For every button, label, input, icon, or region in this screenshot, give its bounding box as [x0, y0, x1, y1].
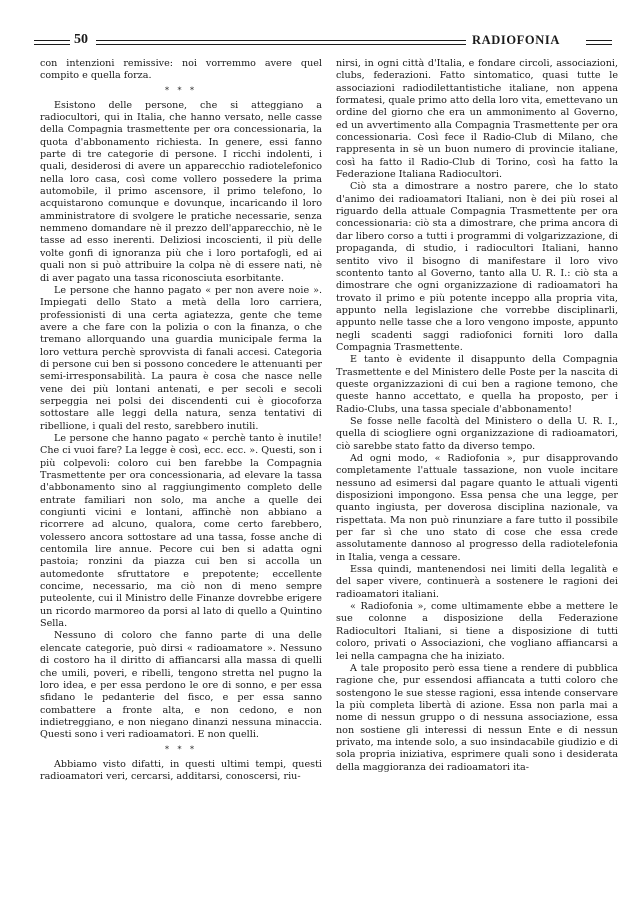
- right-column: [336, 58, 618, 896]
- paragraph: E tanto è evidente il disappunto della Compagnia Trasmettente e del Ministero delle Poste per la nascita di queste organizzazioni di cui ben a ragione temono, che queste hanno accettato, e quella ha proposto, per i Radio-Clubs, una tassa speciale d'abbonamento!: [336, 354, 618, 415]
- section-separator: * * *: [164, 85, 198, 95]
- paragraph: Nessuno di coloro che fanno parte di una delle elencate categorie, può dirsi « radioamatore ». Nessuno di costoro ha il diritto di affiancarsi alla massa di quelli che umili, poveri, e ribelli, tengono stretta nel pugno la loro idea, e per essa perdono le ore di sonno, e per essa sfidano le pedanterie del fisco, e per essa sanno combattere a fronte alta, e non cedono, e non indietreggiano, e non niegano dinanzi nessuna minaccia. Questi sono i veri radioamatori. E non quelli.: [40, 630, 322, 741]
- paragraph: nirsi, in ogni città d'Italia, e fondare circoli, associazioni, clubs, federazioni. Fatto sintomatico, quasi tutte le associazioni radiodilettantistiche italiane, non appena formatesi, quale primo atto della loro vita, emettevano un ordine del giorno che era un ammonimento al Governo, ed un avvertimento alla Compagnia Trasmettente per ora concessionaria. Così fece il Radio-Club di Milano, che rappresenta in sè un buon numero di provincie italiane, così ha fatto il Radio-Club di Torino, così ha fatto la Federazione Italiana Radiocultori.: [336, 58, 618, 181]
- paragraph: Ad ogni modo, « Radiofonia », pur disapprovando completamente l'attuale tassazione, non vuole incitare nessuno ad esimersi dal pagare quanto le attuali vigenti disposizioni impongono. Essa pensa che una legge, per quanto ingiusta, per doverosa disciplina nazionale, va rispettata. Ma non può rinunziare a fare tutto il possibile per far sì che uno stato di cose che essa crede assolutamente dannoso al progresso della radiotelefonia in Italia, venga a cessare.: [336, 453, 618, 563]
- paragraph: Abbiamo visto difatti, in questi ultimi tempi, questi radioamatori veri, cercarsi, additarsi, conoscersi, riu-: [40, 758, 322, 782]
- section-separator: * * *: [164, 744, 198, 754]
- paragraph: « Radiofonia », come ultimamente ebbe a mettere le sue colonne a disposizione della Federazione Radiocultori Italiani, si tiene a disposizione di tutti coloro, privati o Associazioni, che vogliano affiancarsi a lei nella campagna che ha iniziato.: [336, 601, 618, 662]
- header-rule-right: [586, 40, 612, 45]
- paragraph: Esistono delle persone, che si atteggiano a radiocultori, qui in Italia, che hanno versato, nelle casse della Compagnia trasmettente per ora concessionaria, la quota d'abbonamento richiesta. In genere, essi fanno parte di tre categorie di persone. I ricchi indolenti, i quali, desiderosi di avere un apparecchio radiotelefonico nella loro casa, così come vollero possedere la prima automobile, il primo ascensore, il primo telefono, lo acquistarono comunque e dovunque, incaricando il loro amministratore di svolgere le pratiche necessarie, senza nemmeno domandare nè il prezzo dell'apparecchio, nè le tasse ad esso inerenti. Deliziosi incoscienti, il più delle volte gonfi di ignoranza più che i loro portafogli, ed ai quali non si può attribuire la colpa nè di essere nati, nè di aver pagato una tassa riconosciuta esorbitante.: [40, 99, 322, 284]
- paragraph: Ciò sta a dimostrare a nostro parere, che lo stato d'animo dei radioamatori Italiani, non è dei più rosei al riguardo della attuale Compagnia Trasmettente per ora concessionaria: ciò sta a dimostrare, che prima ancora di dar libero corso a tutti i programmi di volgarizzazione, di propaganda, di studio, i radiocultori Italiani, hanno sentito vivo il bisogno di manifestare il loro vivo scontento tanto al Governo, tanto alla U. R. I.: ciò sta a dimostrare che ogni organizzazione di radioamatori ha trovato il primo e più potente inceppo alla propria vita, appunto nella legislazione che vorrebbe disciplinarli, appunto nelle tasse che a loro vengono imposte, appunto negli scadenti saggi radiofonici forniti loro dalla Compagnia Trasmettente.: [336, 181, 618, 353]
- paragraph: con intenzioni remissive: noi vorremmo avere quel compito e quella forza.: [40, 58, 322, 82]
- page-number: 50: [74, 32, 88, 47]
- paragraph: A tale proposito però essa tiene a rendere di pubblica ragione che, pur essendosi affiancata a tutti coloro che sostengono le sue stesse ragioni, essa intende conservare la più completa libertà di azione. Essa non parla mai a nome di nessun gruppo o di nessuna associazione, essa non sostiene gli interessi di nessun Ente e di nessun privato, ma intende solo, a suo insindacabile giudizio e di sola propria iniziativa, esprimere quali sono i desiderata della maggioranza dei radioamatori ita-: [336, 662, 618, 773]
- header-rule-left: [34, 40, 70, 45]
- paragraph: Le persone che hanno pagato « perchè tanto è inutile! Che ci vuoi fare? La legge è così, ecc. ecc. ». Questi, son i più colpevoli: coloro cui ben farebbe la Compagnia Trasmettente per ora concessionaria, ad elevare la tassa d'abbonamento sino al raggiungimento completo delle entrate familiari non solo, ma anche a quelle dei congiunti vicini e lontani, affinchè non abbiano a ricorrere ad alcuno, qualora, come certo farebbero, volessero ancora sottostare ad una tassa, fosse anche di centomila lire annue. Pecore cui ben si adatta ogni pastoia; ronzini da piazza cui ben si accolla un automedonte sfruttatore e prepotente; eccellente concime, necessario, ma ciò non di meno sempre puteolente, cui il Ministro delle Finanze dovrebbe erigere un ricordo marmoreo da porsi al lato di quello a Quintino Sella.: [40, 432, 322, 630]
- paragraph: Essa quindi, mantenendosi nei limiti della legalità e del saper vivere, continuerà a sostenere le ragioni dei radioamatori italiani.: [336, 564, 618, 600]
- paragraph: Le persone che hanno pagato « per non avere noie ». Impiegati dello Stato a metà della loro carriera, professionisti di una certa agiatezza, gente che teme avere a che fare con la polizia o con la finanza, o che tremano allorquando una guardia municipale ferma la loro vettura perchè sprovvista di fanali accesi. Categoria di persone cui ben si possono concedere le attenuanti per semi-irresponsabilità. La paura è cosa che nasce nelle vene dei più lontani antenati, e per secoli e secoli serpeggia nei polsi dei discendenti cui è giocoforza sottostare alle leggi della natura, senza tentativi di ribellione, i quali del resto, sarebbero inutili.: [40, 284, 322, 432]
- paragraph: Se fosse nelle facoltà del Ministero o della U. R. I., quella di sciogliere ogni organizzazione di radioamatori, ciò sarebbe stato fatto da diverso tempo.: [336, 415, 618, 452]
- page-header: [34, 34, 612, 52]
- journal-title: RADIOFONIA: [472, 33, 560, 47]
- header-rule-middle: [96, 40, 466, 45]
- left-column: [40, 58, 322, 896]
